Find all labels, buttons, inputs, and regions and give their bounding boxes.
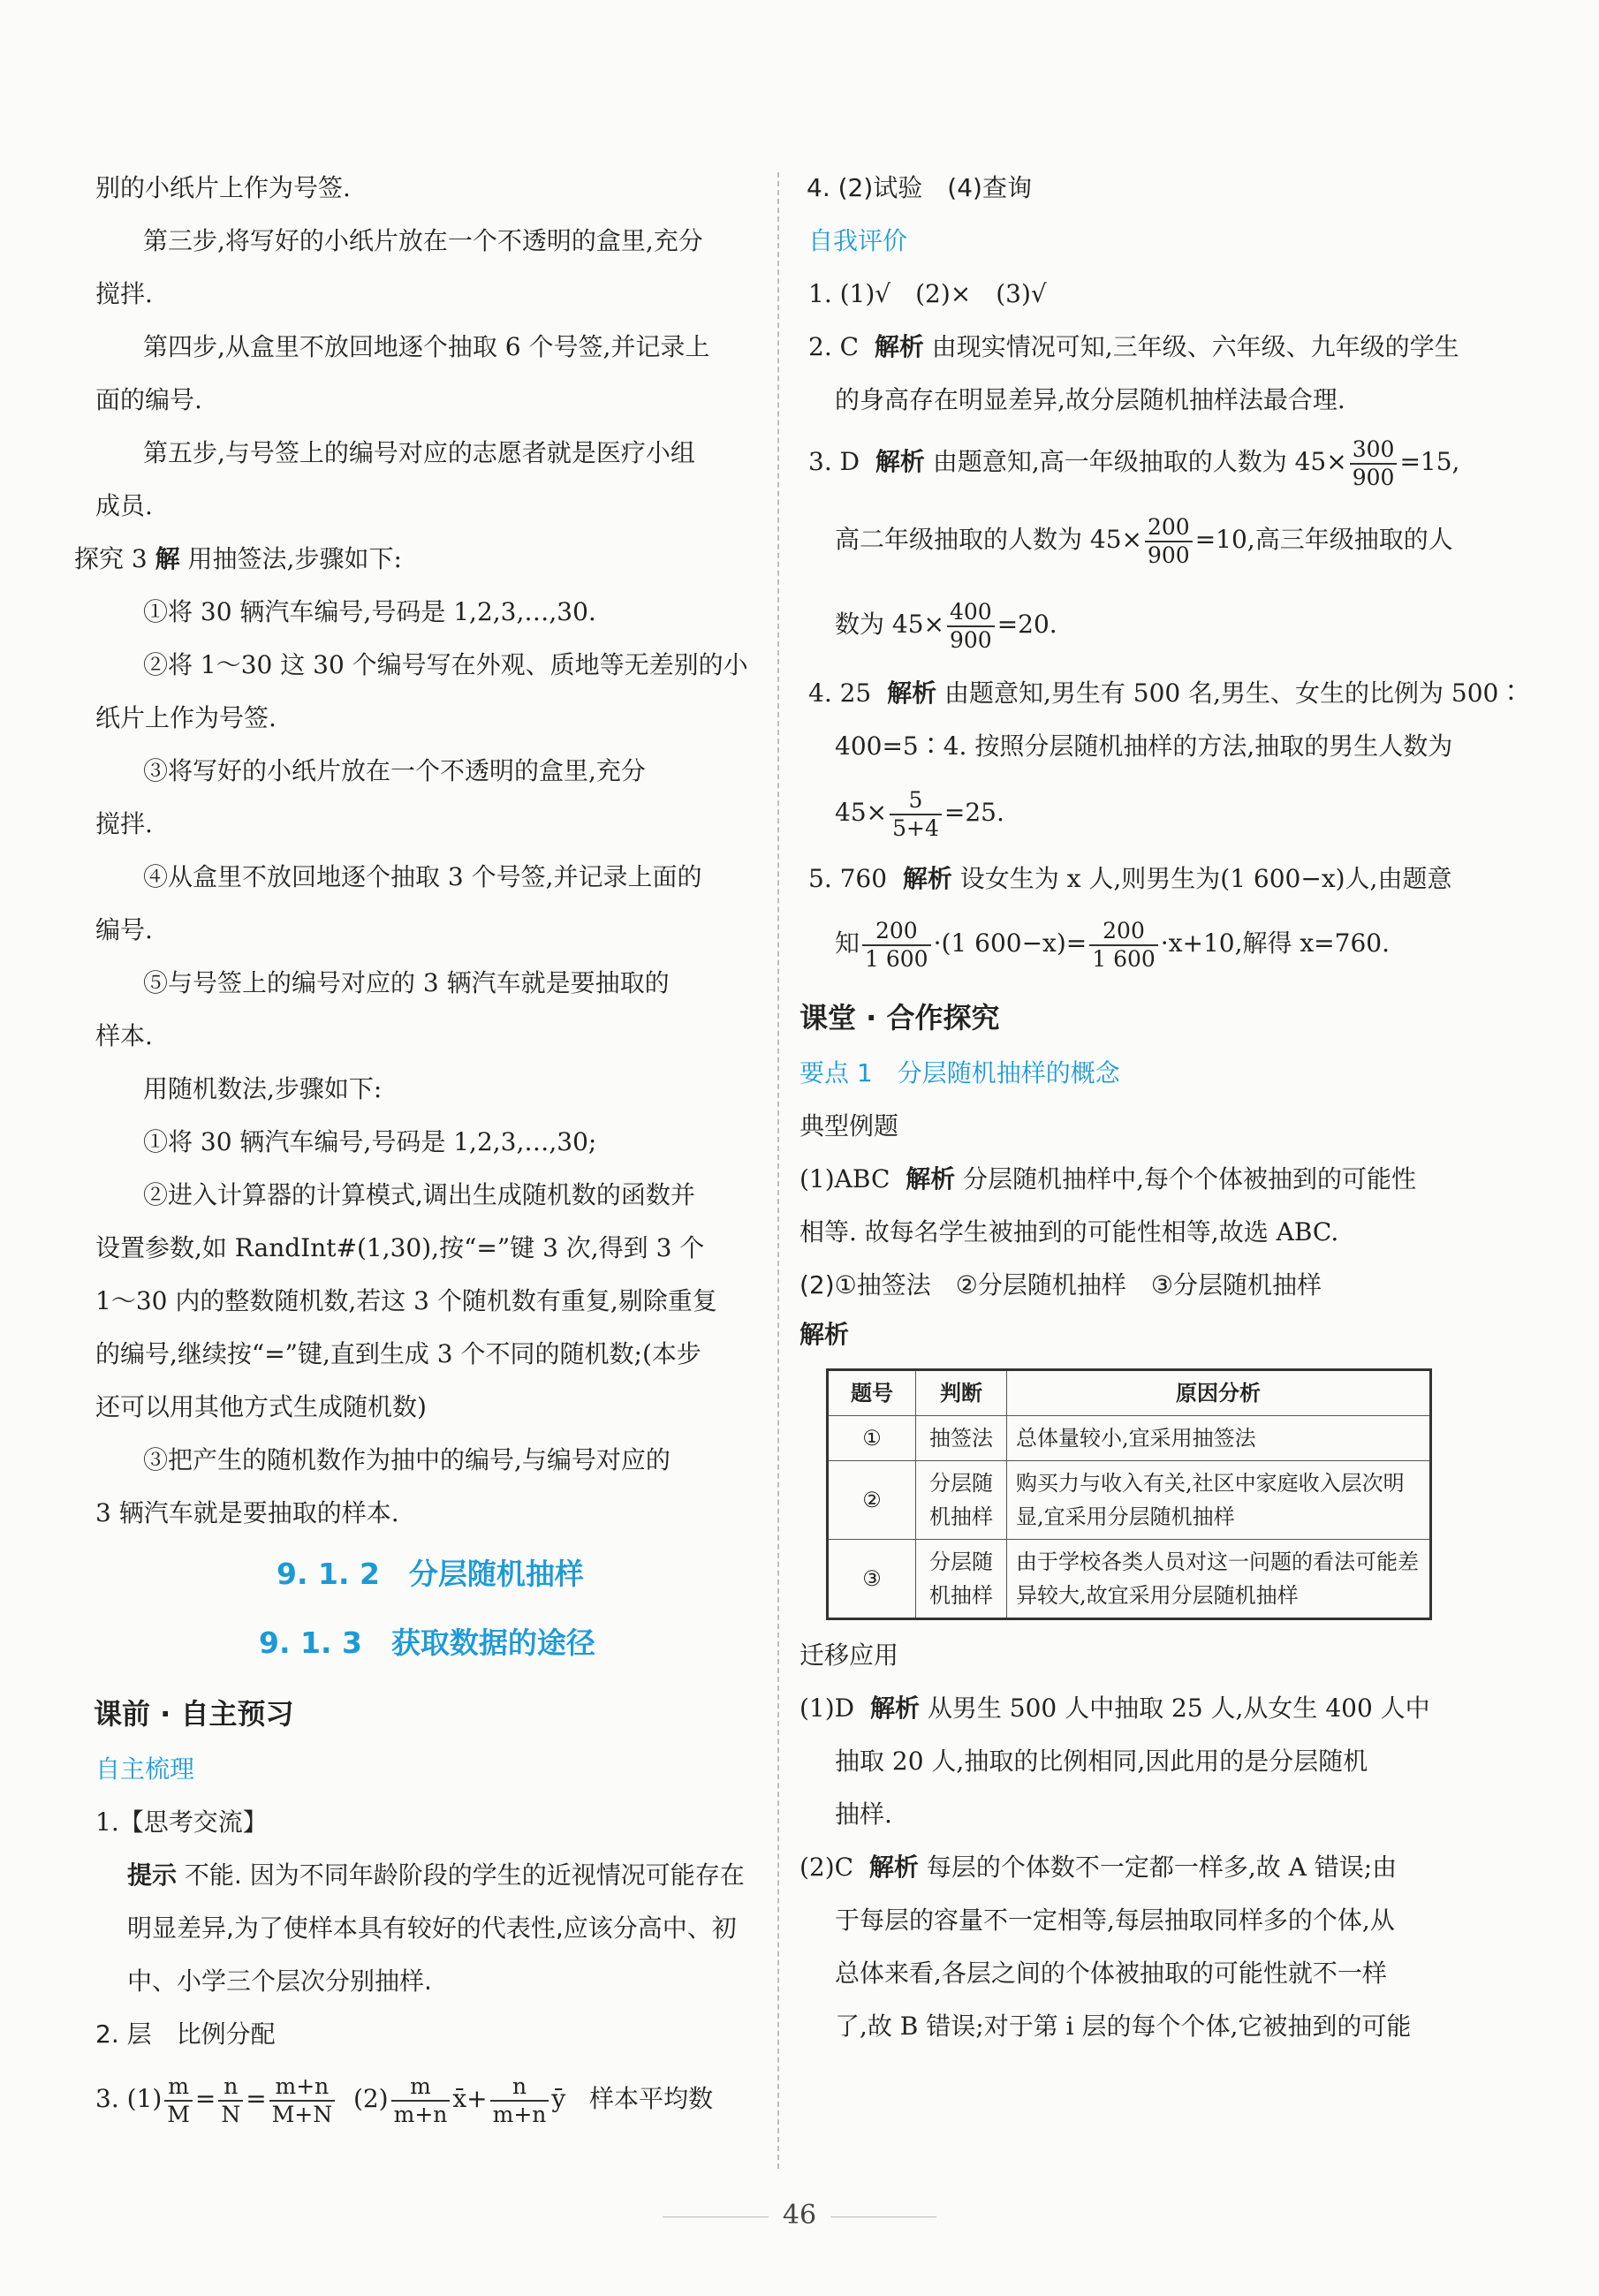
eval-3-line2 <box>835 497 1484 582</box>
explore3-label: 探究 3 <box>74 544 148 573</box>
step-line: ①将 30 辆汽车编号,号码是 1,2,3,…,30; <box>143 1127 597 1156</box>
table-header-row <box>828 1370 1431 1416</box>
page-footer <box>0 2200 1599 2231</box>
section-title-913: 9. 1. 3 获取数据的途径 <box>259 1625 595 1660</box>
fraction <box>490 2073 549 2128</box>
fraction <box>164 2073 193 2128</box>
fraction <box>947 599 995 654</box>
analysis-label: 解析 <box>902 864 952 893</box>
table-cell: 总体量较小,宜采用抽签法 <box>1007 1416 1431 1461</box>
q3-prefix: 3. (1) <box>95 2084 163 2113</box>
text-line: 的身高存在明显差异,故分层随机抽样法最合理. <box>835 385 1345 414</box>
answer-letter: (2)C <box>800 1853 854 1882</box>
eval-5-line2 <box>835 906 1484 981</box>
text-line: 由现实情况可知,三年级、六年级、九年级的学生 <box>931 332 1459 361</box>
analysis-label: 解析 <box>874 332 924 361</box>
text-line: 别的小纸片上作为号签. <box>95 173 351 202</box>
table-row <box>828 1416 1431 1461</box>
r4-answer: 4. (2)试验 (4)查询 <box>807 173 1032 202</box>
table-cell: ② <box>828 1461 916 1540</box>
q2-answer: 2. 层 比例分配 <box>95 2019 276 2049</box>
typical-1 <box>800 1153 1484 1206</box>
x-bar: x̄ <box>452 2084 467 2113</box>
denominator: M+N <box>271 2101 333 2127</box>
denominator: 900 <box>1148 542 1190 568</box>
eval-2 <box>808 321 1484 374</box>
text-line: ·x+10,解得 x=760. <box>1160 928 1390 958</box>
text-line: =25. <box>943 798 1004 827</box>
denominator: N <box>221 2101 241 2127</box>
text-line: 总体来看,各层之间的个体被抽取的可能性就不一样 <box>835 1959 1387 1988</box>
step-line: 编号. <box>95 915 153 944</box>
step-line: 纸片上作为号签. <box>95 703 277 732</box>
self-eval-subheading: 自我评价 <box>808 226 908 255</box>
numerator: 200 <box>862 918 931 946</box>
table-cell: ③ <box>828 1540 916 1619</box>
step-line: 的编号,继续按“=”键,直到生成 3 个不同的随机数;(本步 <box>95 1339 701 1368</box>
eval-3 <box>808 427 1484 497</box>
fraction <box>269 2073 335 2128</box>
text-line: 由题意知,男生有 500 名,男生、女生的比例为 500∶ <box>943 678 1524 708</box>
footer-rule <box>830 2216 936 2217</box>
step-line: ③将写好的小纸片放在一个不透明的盒里,充分 <box>143 756 646 785</box>
analysis-label: 解析 <box>906 1164 956 1193</box>
transfer-1 <box>800 1682 1484 1735</box>
random-intro: 用随机数法,步骤如下: <box>143 1074 383 1103</box>
eq-sign: = <box>246 2084 267 2113</box>
text-line: 每层的个体数不一定都一样多,故 A 错误;由 <box>926 1853 1398 1882</box>
answer-letter: 2. C <box>808 332 860 361</box>
table-cell: 抽签法 <box>916 1416 1007 1461</box>
left-column <box>74 162 776 2137</box>
section-title-912: 9. 1. 2 分层随机抽样 <box>277 1557 584 1591</box>
numerator: n <box>218 2073 243 2102</box>
y-bar: ȳ <box>551 2084 566 2113</box>
tip-text: 明显差异,为了使样本具有较好的代表性,应该分高中、初 <box>127 1913 737 1943</box>
analysis-label: 解析 <box>875 447 925 476</box>
answer-letter: (1)ABC <box>800 1164 890 1193</box>
text-line: =20. <box>997 610 1057 639</box>
text-line: ·(1 600−x)= <box>933 928 1087 958</box>
numerator: m <box>164 2073 193 2102</box>
eval-1: 1. (1)√ (2)× (3)√ <box>808 279 1047 308</box>
text-line: 400=5∶4. 按照分层随机抽样的方法,抽取的男生人数为 <box>835 731 1453 761</box>
q3-tail: 样本平均数 <box>588 2084 713 2113</box>
table-header: 题号 <box>828 1370 916 1416</box>
analysis-heading: 解析 <box>800 1320 850 1349</box>
step-line: ②进入计算器的计算模式,调出生成随机数的函数并 <box>143 1180 695 1209</box>
text-line: 搅拌. <box>95 279 153 308</box>
step-line: ③把产生的随机数作为抽中的编号,与编号对应的 <box>143 1445 671 1474</box>
fraction <box>890 787 942 842</box>
point1-subheading: 要点 1 分层随机抽样的概念 <box>800 1058 1120 1087</box>
step-line: ⑤与号签上的编号对应的 3 辆汽车就是要抽取的 <box>143 968 670 997</box>
numerator: 200 <box>1089 918 1158 946</box>
footer-rule <box>663 2216 769 2217</box>
fraction <box>391 2073 451 2128</box>
analysis-table <box>826 1368 1432 1620</box>
step-line: ①将 30 辆汽车编号,号码是 1,2,3,…,30. <box>143 597 596 626</box>
eval-5 <box>808 852 1484 906</box>
text-line: 45× <box>835 798 888 827</box>
step-line: ②将 1～30 这 30 个编号写在外观、质地等无差别的小 <box>143 650 748 679</box>
step-line: 还可以用其他方式生成随机数) <box>95 1392 427 1421</box>
table-cell: 分层随机抽样 <box>916 1461 1007 1540</box>
plus-sign: + <box>466 2084 488 2113</box>
table-header: 判断 <box>916 1370 1007 1416</box>
numerator: n <box>490 2073 549 2102</box>
typical-label: 典型例题 <box>800 1111 899 1140</box>
transfer-2 <box>800 1841 1484 1894</box>
q3-answer <box>95 2061 776 2137</box>
denominator: m+n <box>393 2101 448 2127</box>
denominator: 1 600 <box>1092 945 1156 972</box>
step-line: 样本. <box>95 1021 153 1050</box>
answer-letter: (1)D <box>800 1694 855 1723</box>
eval-4-line3 <box>835 773 1484 852</box>
column-divider <box>777 172 779 2169</box>
preview-heading: 课前 · 自主预习 <box>94 1697 294 1731</box>
eval-3-line3 <box>835 582 1484 667</box>
fraction <box>1350 436 1398 491</box>
right-column <box>800 162 1524 2053</box>
tip-line <box>95 1849 776 1902</box>
table-cell: 购买力与收入有关,社区中家庭收入层次明显,宜采用分层随机抽样 <box>1007 1461 1431 1540</box>
text-line: 相等. 故每名学生被抽到的可能性相等,故选 ABC. <box>800 1217 1339 1247</box>
numerator: m <box>391 2073 451 2102</box>
text-line: =15, <box>1399 447 1460 476</box>
numerator: 300 <box>1350 436 1398 465</box>
fraction <box>862 918 931 973</box>
q3-part2: (2) <box>352 2084 389 2113</box>
denominator: M <box>167 2101 190 2127</box>
class-heading: 课堂 · 合作探究 <box>800 1001 1000 1034</box>
table-row <box>828 1540 1431 1619</box>
step-line: ④从盒里不放回地逐个抽取 3 个号签,并记录上面的 <box>143 862 702 891</box>
tip-label: 提示 <box>127 1860 178 1890</box>
numerator: 5 <box>890 787 942 815</box>
denominator: m+n <box>492 2101 547 2127</box>
page-number: 46 <box>782 2200 817 2231</box>
text-line: 于每层的容量不一定相等,每层抽取同样多的个体,从 <box>835 1906 1395 1935</box>
text-line: 了,故 B 错误;对于第 i 层的每个个体,它被抽到的可能 <box>835 2012 1412 2041</box>
table-cell: ① <box>828 1416 916 1461</box>
eq-sign: = <box>194 2084 216 2113</box>
fraction <box>1145 514 1193 569</box>
numerator: 400 <box>947 599 995 627</box>
table-cell: 由于学校各类人员对这一问题的看法可能差异较大,故宜采用分层随机抽样 <box>1007 1540 1431 1619</box>
denominator: 900 <box>950 626 992 653</box>
denominator: 5+4 <box>892 815 939 841</box>
fraction <box>218 2073 243 2128</box>
denominator: 1 600 <box>865 945 928 972</box>
text-line: 设女生为 x 人,则男生为(1 600−x)人,由题意 <box>959 864 1452 893</box>
step-line: 设置参数,如 RandInt#(1,30),按“=”键 3 次,得到 3 个 <box>95 1233 705 1262</box>
denominator: 900 <box>1352 464 1395 490</box>
self-sort-subheading: 自主梳理 <box>95 1754 195 1784</box>
typical-2: (2)①抽签法 ②分层随机抽样 ③分层随机抽样 <box>800 1270 1322 1300</box>
explore3-text: 用抽签法,步骤如下: <box>187 544 402 573</box>
text-line: 第三步,将写好的小纸片放在一个不透明的盒里,充分 <box>143 226 703 255</box>
transfer-label: 迁移应用 <box>800 1641 899 1670</box>
text-line: 抽样. <box>835 1800 892 1829</box>
text-line: 从男生 500 人中抽取 25 人,从女生 400 人中 <box>927 1694 1430 1723</box>
eval-4 <box>808 667 1524 720</box>
fraction <box>1089 918 1158 973</box>
text-line: 抽取 20 人,抽取的比例相同,因此用的是分层随机 <box>835 1747 1368 1776</box>
q1-label: 1.【思考交流】 <box>95 1807 268 1837</box>
numerator: 200 <box>1145 514 1193 542</box>
analysis-label: 解析 <box>869 1694 920 1723</box>
tip-text: 中、小学三个层次分别抽样. <box>127 1966 432 1996</box>
table-header: 原因分析 <box>1007 1370 1431 1416</box>
analysis-label: 解析 <box>868 1853 919 1882</box>
step-line: 1～30 内的整数随机数,若这 3 个随机数有重复,剔除重复 <box>95 1286 717 1315</box>
answer-letter: 3. D <box>808 447 860 476</box>
answer-letter: 4. 25 <box>808 678 872 708</box>
text-line: 分层随机抽样中,每个个体被抽到的可能性 <box>963 1164 1417 1193</box>
analysis-label: 解析 <box>887 678 937 708</box>
text-line: 由题意知,高一年级抽取的人数为 45× <box>932 447 1347 476</box>
text-line: 第五步,与号签上的编号对应的志愿者就是医疗小组 <box>143 438 695 467</box>
table-cell: 分层随机抽样 <box>916 1540 1007 1619</box>
text-line: 数为 45× <box>835 610 944 639</box>
solution-label: 解 <box>155 544 180 573</box>
table-row <box>828 1461 1431 1540</box>
answer-letter: 5. 760 <box>808 864 888 893</box>
step-line: 搅拌. <box>95 809 153 838</box>
text-line: 知 <box>835 928 860 958</box>
text-line: 成员. <box>95 491 153 520</box>
step-line: 3 辆汽车就是要抽取的样本. <box>95 1498 399 1527</box>
text-line: 面的编号. <box>95 385 202 414</box>
text-line: 第四步,从盒里不放回地逐个抽取 6 个号签,并记录上 <box>143 332 710 361</box>
text-line: 高二年级抽取的人数为 45× <box>835 525 1142 554</box>
text-line: =10,高三年级抽取的人 <box>1194 525 1453 554</box>
tip-text: 不能. 因为不同年龄阶段的学生的近视情况可能存在 <box>184 1860 745 1890</box>
numerator: m+n <box>269 2073 335 2102</box>
explore3-line <box>74 533 776 586</box>
